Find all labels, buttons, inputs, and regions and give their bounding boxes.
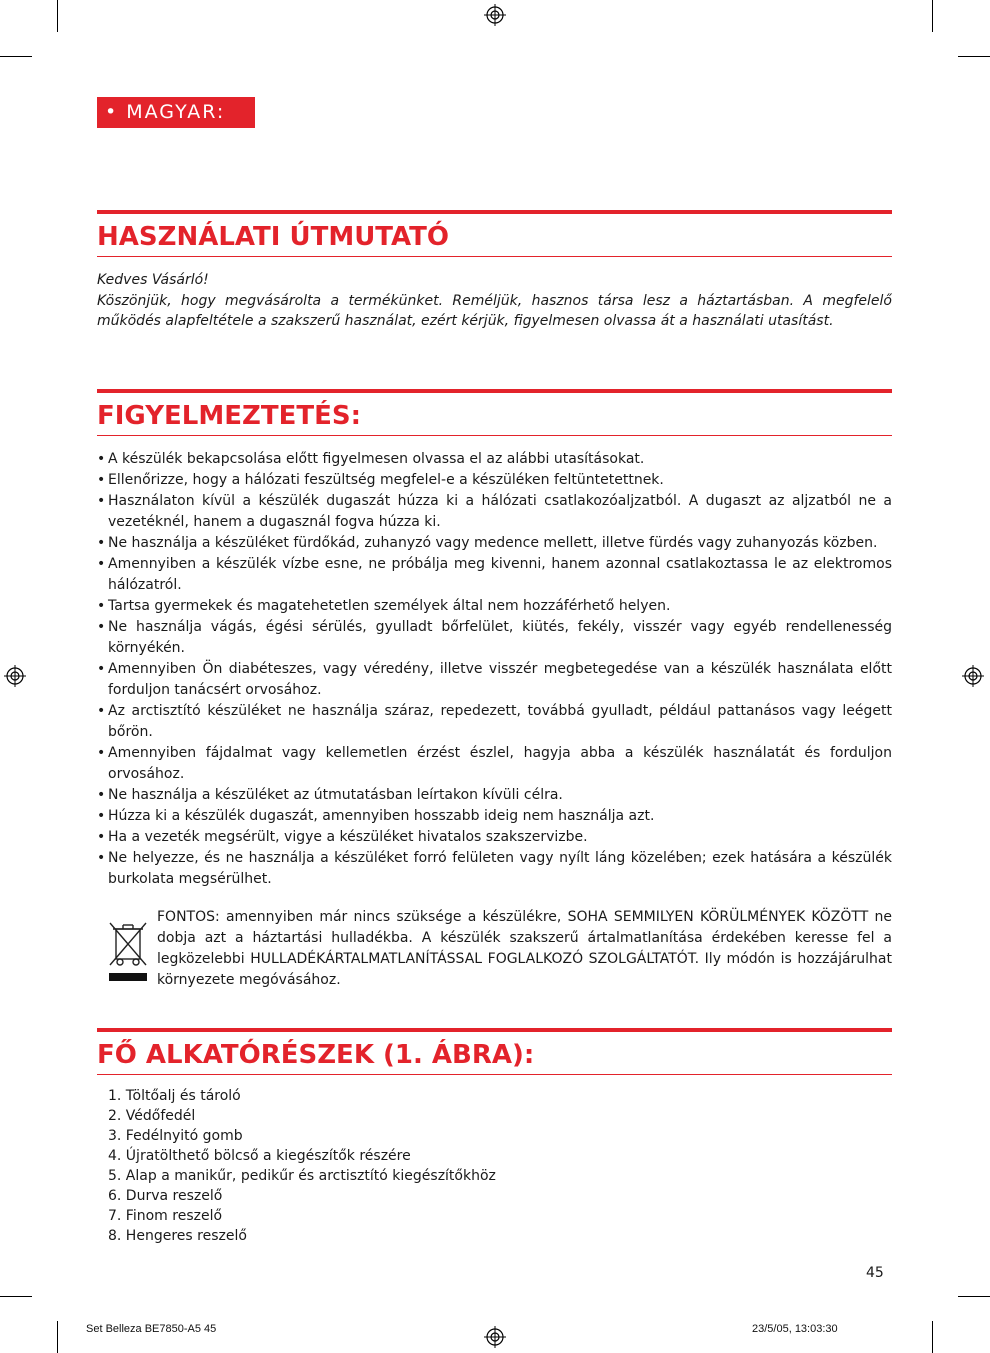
warning-item: • Ne helyezze, és ne használja a készüléket forró felületen vagy nyílt láng közelében; ezek hatására a készülék burkolata megsérülhet. bbox=[97, 848, 892, 890]
list-item: 8. Hengeres reszelő bbox=[108, 1228, 247, 1244]
warning-item: • Ne használja a készüléket az útmutatásban leírtakon kívüli célra. bbox=[97, 785, 892, 806]
list-item: 6. Durva reszelő bbox=[108, 1188, 223, 1204]
warning-item: • Ne használja a készüléket fürdőkád, zuhanyzó vagy medence mellett, illetve fürdés vagy zuhanyozás közben. bbox=[97, 533, 892, 554]
warning-item: • Használaton kívül a készülék dugaszát húzza ki a hálózati csatlakozóaljzatból. A dugaszt az aljzatból ne a vezetéknél, hanem a dugasznál fogva húzza ki. bbox=[97, 491, 892, 533]
list-item: 7. Finom reszelő bbox=[108, 1208, 223, 1224]
footer-file-info: Set Belleza BE7850-A5 45 bbox=[86, 1323, 217, 1335]
intro-block bbox=[97, 270, 892, 332]
crop-mark bbox=[0, 1296, 32, 1297]
warning-item: • Húzza ki a készülék dugaszát, amennyiben hosszabb ideig nem használja azt. bbox=[97, 806, 892, 827]
crop-mark bbox=[932, 0, 933, 32]
list-item: 2. Védőfedél bbox=[108, 1108, 196, 1124]
page-title: HASZNÁLATI ÚTMUTATÓ bbox=[97, 210, 892, 257]
warning-item: • Ha a vezeték megsérült, vigye a készüléket hivatalos szakszervizbe. bbox=[97, 827, 892, 848]
warning-item: • Ellenőrizze, hogy a hálózati feszültség megfelel-e a készüléken feltüntetettnek. bbox=[97, 470, 892, 491]
parts-section-title: FŐ ALKATÓRÉSZEK (1. ÁBRA): bbox=[97, 1028, 892, 1075]
warning-item: • Tartsa gyermekek és magatehetetlen személyek által nem hozzáférhető helyen. bbox=[97, 596, 892, 617]
disposal-note-text: FONTOS: amennyiben már nincs szüksége a készülékre, SOHA SEMMILYEN KÖRÜLMÉNYEK KÖZÖTT ne dobja azt a háztartási hulladékba. A készülék szakszerű ártalmatlanítása érdekében keresse fel a legközelebbi HULLADÉKÁRTALMATLANÍTÁSSAL FOGLALKOZÓ SZOLGÁLTATÓT. Ily módón is hozzájárulhat környezete megóvásához. bbox=[157, 909, 892, 988]
warning-item: • Amennyiben fájdalmat vagy kellemetlen érzést észlel, hagyja abba a készülék használatát és forduljon orvosához. bbox=[97, 743, 892, 785]
list-item: 5. Alap a manikűr, pedikűr és arctisztító kiegészítőkhöz bbox=[108, 1168, 496, 1184]
registration-mark-icon bbox=[484, 1326, 506, 1348]
crop-mark bbox=[0, 56, 32, 57]
warning-item: • A készülék bekapcsolása előtt figyelmesen olvassa el az alábbi utasításokat. bbox=[97, 449, 892, 470]
crop-mark bbox=[958, 56, 990, 57]
registration-mark-icon bbox=[4, 665, 26, 687]
warning-item: • Az arctisztító készüléket ne használja száraz, repedezett, továbbá gyulladt, például pattanásos vagy leégett bőrön. bbox=[97, 701, 892, 743]
language-tag: • MAGYAR: bbox=[97, 97, 255, 128]
intro-text: Köszönjük, hogy megvásárolta a termékünket. Reméljük, hasznos társa lesz a háztartásban. A megfelelő működés alapfeltétele a szakszerű használat, ezért kérjük, figyelmesen olvassa át a használati utasítást. bbox=[97, 292, 892, 329]
list-item: 3. Fedélnyitó gomb bbox=[108, 1128, 243, 1144]
crop-mark bbox=[932, 1321, 933, 1353]
warning-item: • Amennyiben a készülék vízbe esne, ne próbálja meg kivenni, hanem azonnal csatlakoztassa le az elektromos hálózatról. bbox=[97, 554, 892, 596]
crop-mark bbox=[57, 1321, 58, 1353]
crop-mark bbox=[57, 0, 58, 32]
disposal-note bbox=[97, 907, 892, 995]
parts-list bbox=[108, 1086, 496, 1246]
list-item: 4. Újratölthető bölcső a kiegészítők részére bbox=[108, 1148, 411, 1164]
registration-mark-icon bbox=[484, 4, 506, 26]
warning-list bbox=[97, 449, 892, 890]
warning-section-title: FIGYELMEZTETÉS: bbox=[97, 389, 892, 436]
page-number: 45 bbox=[866, 1265, 884, 1281]
footer-timestamp: 23/5/05, 13:03:30 bbox=[752, 1323, 838, 1335]
warning-item: • Ne használja vágás, égési sérülés, gyulladt bőrfelület, kiütés, fekély, visszér vagy egyéb rendellenesség környékén. bbox=[97, 617, 892, 659]
intro-greeting: Kedves Vásárló! bbox=[97, 272, 209, 288]
list-item: 1. Töltőalj és tároló bbox=[108, 1088, 241, 1104]
crop-mark bbox=[958, 1296, 990, 1297]
warning-item: • Amennyiben Ön diabéteszes, vagy véredény, illetve visszér megbetegedése van a készülék használata előtt forduljon tanácsért orvosához. bbox=[97, 659, 892, 701]
registration-mark-icon bbox=[962, 665, 984, 687]
crossed-out-wheelie-bin-icon bbox=[105, 917, 151, 985]
